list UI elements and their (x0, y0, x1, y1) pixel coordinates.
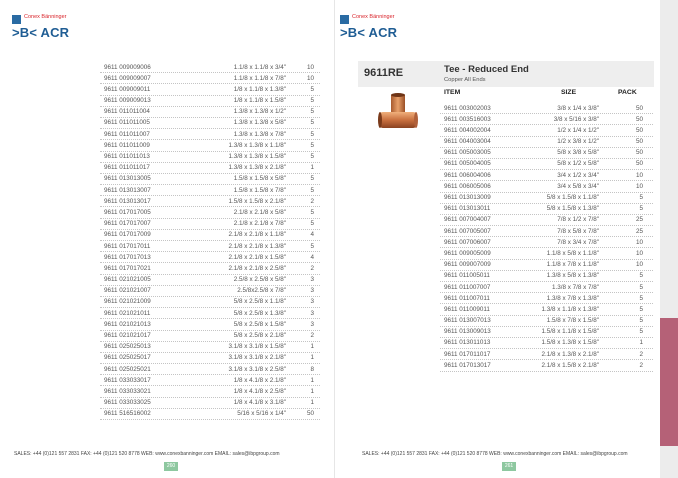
row-item: 9611 025025017 (104, 354, 151, 362)
row-item: 9611 025025013 (104, 343, 151, 351)
brand-name-bottom: >B< ACR (12, 25, 70, 40)
table-row (100, 297, 320, 308)
column-headers (440, 89, 653, 99)
row-item: 9611 516516002 (104, 410, 151, 418)
table-row (440, 271, 653, 282)
product-code: 9611RE (364, 67, 404, 79)
row-pack: 10 (635, 171, 643, 179)
row-pack: 5 (310, 220, 314, 228)
table-row (100, 140, 320, 151)
table-row (440, 148, 653, 159)
row-size: 1/8 x 4.1/8 x 2.5/8" (233, 387, 286, 395)
row-item: 9611 003002003 (444, 104, 491, 112)
product-title: Tee - Reduced End (444, 64, 529, 75)
table-row (100, 185, 320, 196)
row-size: 2.5/8x2.5/8 x 7/8" (237, 287, 286, 295)
table-row (100, 364, 320, 375)
row-item: 9611 005004005 (444, 160, 491, 168)
row-size: 7/8 x 1/2 x 7/8" (557, 216, 599, 224)
row-item: 9611 011011009 (104, 141, 150, 149)
row-item: 9611 013007013 (444, 317, 491, 325)
table-row (440, 260, 653, 271)
row-pack: 3 (310, 298, 314, 306)
row-pack: 3 (310, 320, 314, 328)
brand-mark-icon (340, 15, 349, 24)
footer-contact: SALES: +44 (0)121 557 2831 FAX: +44 (0)121 520 8778 WEB: www.conexbanninger.com EMAIL: sales@ibpgroup.com (362, 451, 628, 457)
row-size: 7/8 x 5/8 x 7/8" (557, 227, 599, 235)
brand-name-top: Conex Bänninger (352, 14, 395, 20)
row-pack: 1 (310, 387, 314, 395)
table-row (100, 409, 320, 420)
row-size: 1.3/8 x 1.1/8 x 1.3/8" (541, 305, 599, 313)
table-row (440, 193, 653, 204)
row-item: 9611 006004006 (444, 171, 491, 179)
row-pack: 1 (310, 376, 314, 384)
row-size: 1.5/8 x 7/8 x 1.5/8" (546, 317, 599, 325)
row-pack: 10 (635, 261, 643, 269)
column-header-size: SIZE (561, 89, 577, 96)
row-pack: 1 (310, 164, 314, 172)
row-size: 2.5/8 x 2.5/8 x 5/8" (233, 276, 286, 284)
row-pack: 5 (639, 317, 643, 325)
row-size: 2.1/8 x 2.1/8 x 1.1/8" (228, 231, 286, 239)
table-row (100, 252, 320, 263)
row-item: 9611 009009006 (104, 63, 151, 71)
table-row (440, 304, 653, 315)
table-row (100, 219, 320, 230)
row-size: 5/8 x 2.5/8 x 1.3/8" (233, 309, 286, 317)
row-pack: 5 (310, 186, 314, 194)
row-item: 9611 033033017 (104, 376, 151, 384)
row-size: 3/4 x 5/8 x 3/4" (557, 182, 599, 190)
row-pack: 50 (635, 115, 643, 123)
section-tab[interactable] (660, 318, 678, 446)
row-item: 9611 005003005 (444, 149, 491, 157)
row-item: 9611 011011005 (104, 119, 150, 127)
row-item: 9611 006005006 (444, 182, 491, 190)
row-size: 3/4 x 1/2 x 3/4" (557, 171, 599, 179)
row-pack: 10 (635, 182, 643, 190)
page-number: 261 (502, 462, 516, 471)
row-size: 1.3/8 x 1.3/8 x 1/2" (233, 108, 286, 116)
row-item: 9611 003516003 (444, 115, 491, 123)
row-pack: 5 (310, 208, 314, 216)
row-pack: 10 (306, 74, 314, 82)
page-number: 260 (164, 462, 178, 471)
row-size: 1.1/8 x 5/8 x 1.1/8" (546, 249, 599, 257)
row-size: 1.3/8 x 1.3/8 x 1.5/8" (228, 153, 286, 160)
row-size: 1.3/8 x 7/8 x 7/8" (551, 283, 599, 291)
table-row (100, 118, 320, 129)
table-row (100, 96, 320, 107)
column-header-item: ITEM (444, 89, 461, 96)
row-size: 5/8 x 3/8 x 5/8" (557, 149, 599, 157)
row-item: 9611 009005009 (444, 249, 491, 257)
row-item: 9611 021021017 (104, 332, 151, 339)
brand-name-bottom: >B< ACR (340, 25, 398, 40)
row-item: 9611 017011017 (444, 350, 491, 358)
row-pack: 10 (306, 63, 314, 71)
row-size: 5/16 x 5/16 x 1/4" (237, 410, 286, 418)
right-product-table (440, 103, 653, 372)
row-pack: 25 (635, 227, 643, 235)
row-pack: 5 (639, 272, 643, 280)
table-row (440, 226, 653, 237)
brand-mark-icon (12, 15, 21, 24)
row-item: 9611 021021011 (104, 309, 151, 317)
row-pack: 5 (639, 283, 643, 291)
table-row (100, 353, 320, 364)
row-item: 9611 011011007 (104, 130, 150, 138)
table-row (100, 107, 320, 118)
row-pack: 2 (639, 361, 643, 369)
row-size: 1.5/8 x 1.1/8 x 1.5/8" (541, 328, 599, 336)
table-row (440, 204, 653, 215)
row-pack: 10 (635, 238, 643, 246)
row-pack: 5 (639, 328, 643, 336)
row-pack: 5 (310, 85, 314, 93)
row-size: 1.3/8 x 1.3/8 x 7/8" (233, 130, 286, 138)
row-size: 5/8 x 2.5/8 x 2.1/8" (233, 332, 286, 339)
row-item: 9611 013009013 (444, 328, 491, 336)
row-pack: 50 (635, 126, 643, 134)
row-pack: 5 (639, 194, 643, 201)
table-row (440, 327, 653, 338)
row-pack: 5 (639, 205, 643, 213)
table-row (440, 237, 653, 248)
row-size: 2.1/8 x 2.1/8 x 1.3/8" (228, 242, 286, 250)
row-size: 1/8 x 4.1/8 x 3.1/8" (233, 399, 286, 407)
table-row (440, 349, 653, 360)
table-row (100, 275, 320, 286)
table-row (100, 263, 320, 274)
row-item: 9611 009009007 (104, 74, 151, 82)
row-size: 2.1/8 x 2.1/8 x 2.5/8" (228, 264, 286, 272)
row-pack: 3 (310, 276, 314, 284)
side-strip (660, 0, 678, 478)
row-item: 9611 017017007 (104, 220, 151, 228)
row-item: 9611 004002004 (444, 126, 491, 134)
row-pack: 4 (310, 231, 314, 239)
table-row (100, 84, 320, 95)
row-size: 1.3/8 x 1.3/8 x 5/8" (233, 119, 286, 127)
row-item: 9611 021021007 (104, 287, 151, 295)
row-pack: 50 (635, 138, 643, 146)
table-row (100, 62, 320, 73)
row-size: 3.1/8 x 3.1/8 x 2.1/8" (228, 354, 286, 362)
table-row (100, 207, 320, 218)
table-row (440, 338, 653, 349)
table-row (440, 282, 653, 293)
column-header-pack: PACK (618, 89, 637, 96)
row-size: 1.5/8 x 1.5/8 x 2.1/8" (228, 197, 286, 205)
row-pack: 5 (310, 108, 314, 116)
row-size: 3/8 x 1/4 x 3/8" (557, 104, 599, 112)
table-row (100, 331, 320, 342)
row-item: 9611 013013005 (104, 175, 151, 183)
table-row (440, 125, 653, 136)
table-row (440, 215, 653, 226)
row-size: 1.1/8 x 1.1/8 x 3/4" (233, 63, 286, 71)
product-subtitle: Copper All Ends (444, 77, 486, 83)
row-item: 9611 011011017 (104, 164, 150, 172)
row-pack: 3 (310, 309, 314, 317)
row-item: 9611 017013017 (444, 361, 491, 369)
row-item: 9611 009009013 (104, 97, 151, 105)
row-pack: 2 (639, 350, 643, 358)
row-item: 9611 017017009 (104, 231, 151, 239)
row-pack: 4 (310, 253, 314, 261)
row-item: 9611 013013017 (104, 197, 151, 205)
brand-name-top: Conex Bänninger (24, 14, 67, 20)
table-row (100, 129, 320, 140)
row-item: 9611 009009011 (104, 85, 151, 93)
row-size: 1.5/8 x 1.5/8 x 5/8" (233, 175, 286, 183)
row-pack: 50 (635, 104, 643, 112)
row-size: 1.3/8 x 1.3/8 x 2.1/8" (228, 164, 286, 172)
row-pack: 5 (310, 242, 314, 250)
row-pack: 2 (310, 332, 314, 339)
row-size: 5/8 x 1/2 x 5/8" (557, 160, 599, 168)
row-item: 9611 017017013 (104, 253, 151, 261)
row-pack: 5 (310, 97, 314, 105)
row-item: 9611 011011004 (104, 108, 150, 116)
table-row (100, 375, 320, 386)
row-item: 9611 033033025 (104, 399, 151, 407)
table-row (440, 170, 653, 181)
row-item: 9611 017017021 (104, 264, 151, 272)
row-pack: 2 (310, 264, 314, 272)
row-size: 1/2 x 1/4 x 1/2" (557, 126, 599, 134)
row-size: 1/2 x 3/8 x 1/2" (557, 138, 599, 146)
row-size: 1/8 x 1.1/8 x 1.5/8" (233, 97, 286, 105)
row-item: 9611 017017011 (104, 242, 151, 250)
table-row (100, 286, 320, 297)
row-item: 9611 013013009 (444, 194, 491, 201)
table-row (100, 174, 320, 185)
table-row (440, 103, 653, 114)
row-pack: 5 (639, 294, 643, 302)
row-item: 9611 013011013 (444, 339, 491, 347)
row-pack: 1 (310, 343, 314, 351)
row-size: 1.1/8 x 7/8 x 1.1/8" (546, 261, 599, 269)
row-item: 9611 011009011 (444, 305, 490, 313)
table-row (100, 73, 320, 84)
row-item: 9611 011011013 (104, 153, 150, 160)
row-item: 9611 021021005 (104, 276, 151, 284)
row-size: 5/8 x 1.5/8 x 1.1/8" (546, 194, 599, 201)
row-size: 5/8 x 2.5/8 x 1.1/8" (233, 298, 286, 306)
row-item: 9611 025025021 (104, 365, 151, 373)
row-pack: 1 (639, 339, 643, 347)
row-size: 7/8 x 3/4 x 7/8" (557, 238, 599, 246)
row-pack: 5 (310, 119, 314, 127)
row-pack: 1 (310, 399, 314, 407)
row-item: 9611 013013011 (444, 205, 491, 213)
table-row (440, 248, 653, 259)
row-item: 9611 007004007 (444, 216, 491, 224)
row-pack: 1 (310, 354, 314, 362)
row-size: 3.1/8 x 3.1/8 x 2.5/8" (228, 365, 286, 373)
row-pack: 2 (310, 197, 314, 205)
table-row (440, 360, 653, 371)
left-product-table (100, 62, 320, 420)
row-pack: 5 (310, 153, 314, 160)
row-size: 2.1/8 x 2.1/8 x 7/8" (233, 220, 286, 228)
table-row (100, 308, 320, 319)
row-item: 9611 033033021 (104, 387, 151, 395)
row-item: 9611 017017005 (104, 208, 151, 216)
table-row (100, 342, 320, 353)
row-size: 3/8 x 5/16 x 3/8" (553, 115, 599, 123)
row-size: 1/8 x 1.1/8 x 1.3/8" (233, 85, 286, 93)
catalog-page-left (0, 0, 335, 478)
footer-contact: SALES: +44 (0)121 557 2831 FAX: +44 (0)121 520 8778 WEB: www.conexbanninger.com EMAIL: sales@ibpgroup.com (14, 451, 280, 457)
table-row (100, 230, 320, 241)
row-pack: 3 (310, 287, 314, 295)
row-size: 1.3/8 x 7/8 x 1.3/8" (546, 294, 599, 302)
row-item: 9611 021021009 (104, 298, 151, 306)
row-pack: 5 (310, 141, 314, 149)
row-pack: 50 (306, 410, 314, 418)
table-row (440, 114, 653, 125)
table-row (100, 163, 320, 174)
row-item: 9611 007006007 (444, 238, 491, 246)
row-item: 9611 011007007 (444, 283, 491, 291)
row-size: 1.3/8 x 1.3/8 x 1.1/8" (228, 141, 286, 149)
row-size: 1.5/8 x 1.5/8 x 7/8" (233, 186, 286, 194)
table-row (440, 137, 653, 148)
row-item: 9611 004003004 (444, 138, 491, 146)
row-size: 5/8 x 2.5/8 x 1.5/8" (233, 320, 286, 328)
row-size: 2.1/8 x 1.5/8 x 2.1/8" (541, 361, 599, 369)
product-header (358, 61, 654, 87)
row-item: 9611 013013007 (104, 186, 151, 194)
row-size: 5/8 x 1.5/8 x 1.3/8" (546, 205, 599, 213)
row-pack: 25 (635, 216, 643, 224)
row-pack: 50 (635, 149, 643, 157)
row-size: 1/8 x 4.1/8 x 2.1/8" (233, 376, 286, 384)
row-pack: 5 (310, 130, 314, 138)
row-size: 1.5/8 x 1.3/8 x 1.5/8" (541, 339, 599, 347)
row-size: 2.1/8 x 2.1/8 x 1.5/8" (228, 253, 286, 261)
table-row (100, 152, 320, 163)
table-row (100, 398, 320, 409)
row-pack: 50 (635, 160, 643, 168)
table-row (100, 196, 320, 207)
row-size: 3.1/8 x 3.1/8 x 1.5/8" (228, 343, 286, 351)
row-pack: 5 (310, 175, 314, 183)
row-pack: 5 (639, 305, 643, 313)
table-row (440, 181, 653, 192)
row-pack: 8 (310, 365, 314, 373)
row-size: 1.3/8 x 5/8 x 1.3/8" (546, 272, 599, 280)
table-row (100, 241, 320, 252)
table-row (440, 316, 653, 327)
row-item: 9611 007005007 (444, 227, 491, 235)
table-row (100, 386, 320, 397)
row-size: 2.1/8 x 1.3/8 x 2.1/8" (541, 350, 599, 358)
row-pack: 10 (635, 249, 643, 257)
row-item: 9611 009007009 (444, 261, 491, 269)
row-size: 1.1/8 x 1.1/8 x 7/8" (233, 74, 286, 82)
table-row (440, 293, 653, 304)
table-row (440, 159, 653, 170)
table-row (100, 319, 320, 330)
row-item: 9611 021021013 (104, 320, 151, 328)
row-size: 2.1/8 x 2.1/8 x 5/8" (233, 208, 286, 216)
row-item: 9611 011007011 (444, 294, 490, 302)
row-item: 9611 011005011 (444, 272, 490, 280)
copper-tee-icon (377, 92, 419, 140)
